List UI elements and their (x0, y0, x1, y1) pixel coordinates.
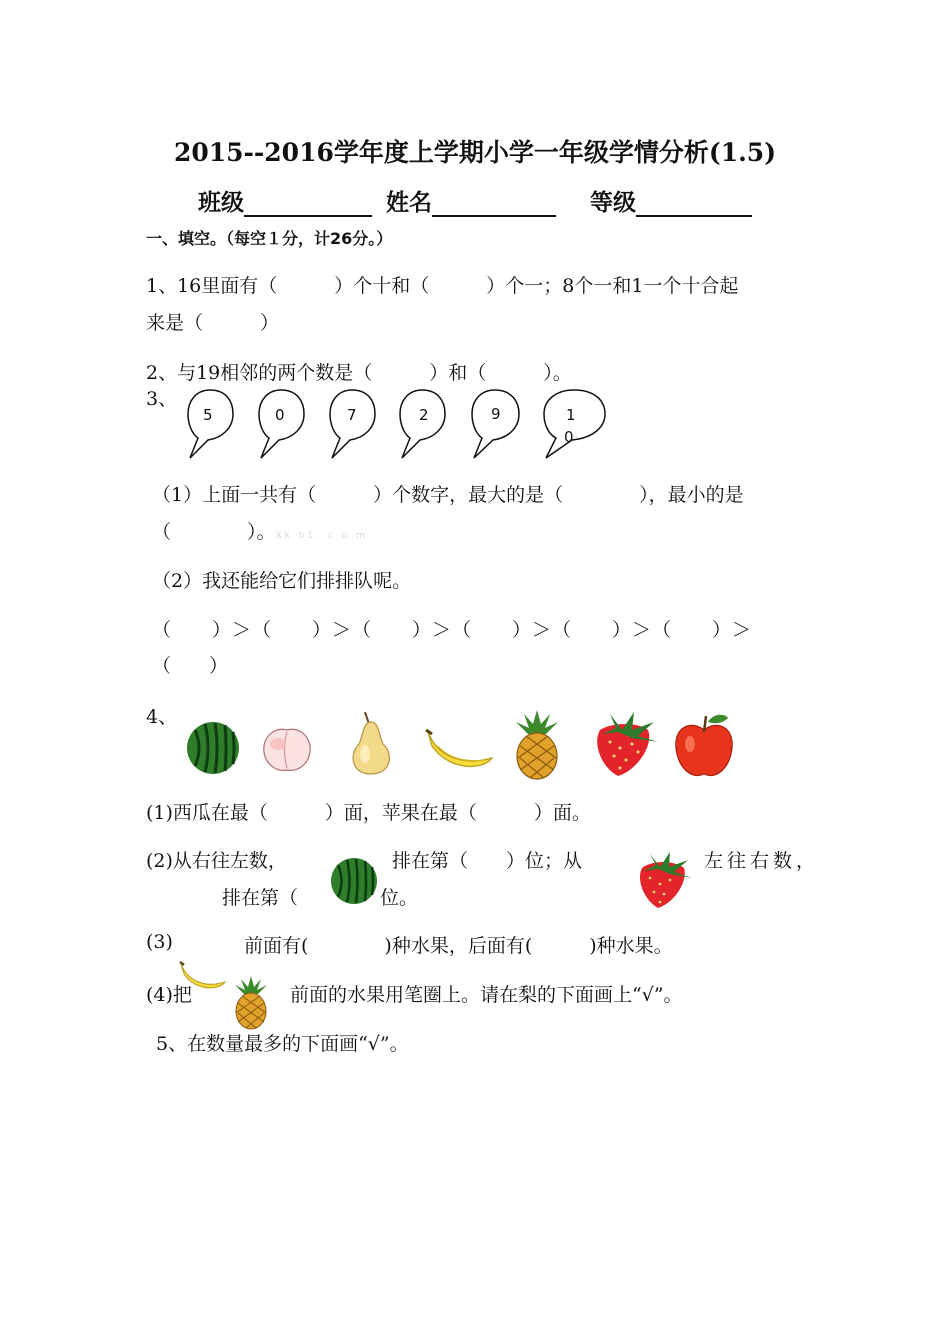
bubble-number: 2 (419, 406, 429, 424)
speech-bubble-icon (328, 388, 378, 460)
speech-bubble-icon (186, 388, 236, 460)
strawberry-icon (588, 708, 660, 782)
class-label: 班级 (198, 189, 244, 216)
question-4-sub-2-part-d: 排在第（ (222, 887, 299, 909)
bubble-number: 9 (491, 405, 501, 423)
speech-bubble-icon (398, 388, 448, 460)
question-1-line-1: 1、16里面有（ ）个十和（ ）个一；8个一和1一个十合起 (146, 275, 739, 297)
page-title: 2015--2016学年度上学期小学一年级学情分析(1.5) (173, 138, 777, 167)
watermark: Xk b1. c o m (275, 531, 368, 541)
question-4-label: 4、 (146, 706, 178, 728)
question-4-sub-3-part-a: (3) (146, 931, 173, 953)
bubble-number: 7 (347, 406, 357, 424)
name-field[interactable] (432, 189, 556, 217)
question-4-sub-2-part-a: (2)从右往左数， (146, 850, 287, 872)
pineapple-icon (512, 708, 562, 784)
pineapple-icon (232, 974, 270, 1034)
bubble-number: 1 (566, 406, 576, 424)
bubble-number: 0 (275, 406, 285, 424)
question-1-line-2: 来是（ ） (146, 312, 280, 334)
grade-field[interactable] (636, 189, 752, 217)
peach-icon (260, 722, 314, 778)
bubble-number: 0 (564, 428, 574, 446)
question-2: 2、与19相邻的两个数是（ ）和（ ）。 (146, 362, 572, 384)
question-5: 5、在数量最多的下面画“√”。 (156, 1033, 409, 1055)
question-3-sub-2: （2）我还能给它们排排队呢。 (152, 570, 412, 592)
question-3-sub-1-text: （ ）。 (152, 521, 276, 543)
apple-icon (672, 710, 736, 784)
name-label: 姓名 (386, 189, 433, 216)
question-4-sub-2-part-b: 排在第（ ）位；从 (392, 850, 583, 872)
banana-icon (424, 724, 496, 778)
order-line-2: （ ） (152, 655, 229, 677)
section-heading: 一、填空。（每空１分，计26分。） (146, 229, 393, 248)
question-4-sub-4-part-a: (4)把 (146, 984, 192, 1006)
question-3-label: 3、 (146, 388, 178, 410)
question-4-sub-3-part-b: 前面有( )种水果，后面有( )种水果。 (244, 935, 673, 957)
order-line-1: （ ）＞（ ）＞（ ）＞（ ）＞（ ）＞（ ）＞ (152, 619, 753, 641)
question-4-sub-1: (1)西瓜在最（ ）面，苹果在最（ ）面。 (146, 802, 591, 824)
speech-bubble-icon (257, 388, 307, 460)
watermelon-icon (329, 856, 379, 910)
question-4-sub-2-part-e: 位。 (380, 887, 419, 909)
bubble-number: 5 (203, 406, 213, 424)
watermelon-icon (185, 720, 241, 780)
speech-bubble-icon (470, 388, 522, 460)
grade-label: 等级 (590, 189, 637, 216)
class-field[interactable] (244, 189, 372, 217)
student-info-line (198, 184, 752, 217)
banana-icon (178, 958, 228, 998)
strawberry-icon (632, 848, 694, 914)
pear-icon (345, 708, 397, 782)
speech-bubble-icon (542, 388, 608, 460)
question-4-sub-2-part-c: 左往右数， (704, 850, 820, 872)
question-3-sub-1-line-2 (152, 517, 368, 544)
question-3-sub-1-line-1: （1）上面一共有（ ）个数字，最大的是（ ），最小的是 (152, 484, 744, 506)
question-4-sub-4-part-b: 前面的水果用笔圈上。请在梨的下面画上“√”。 (290, 984, 683, 1006)
